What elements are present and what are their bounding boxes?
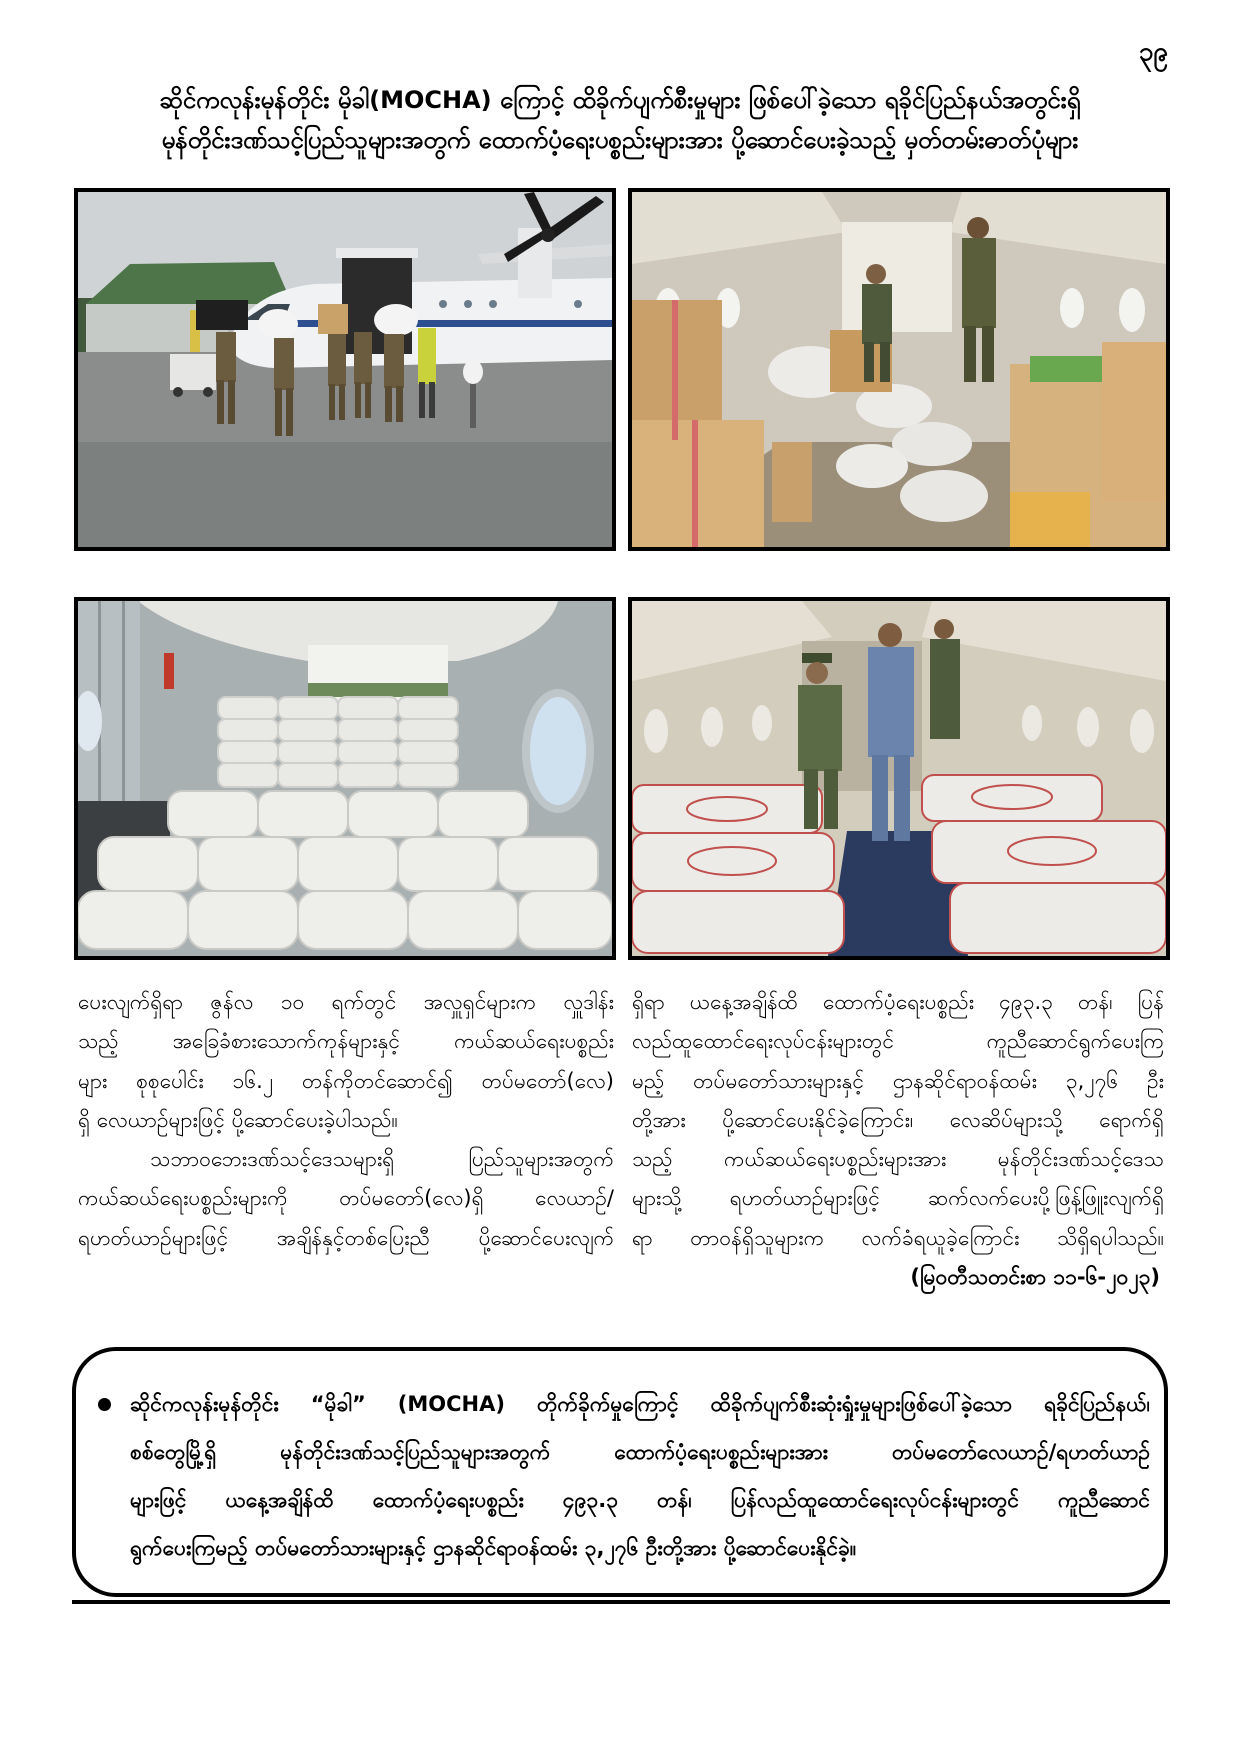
cardboard-box <box>772 442 812 522</box>
body-line: လည်ထူထောင်ရေးလုပ်ငန်းများတွင် ကူညီဆောင်ရွက်ပေးကြ <box>632 1029 1164 1054</box>
photo-scene <box>78 192 612 547</box>
right-window <box>522 689 594 813</box>
box-strap <box>672 300 678 440</box>
page-title-line-1: ဆိုင်ကလုန်းမုန်တိုင်း မိုခါ(MOCHA) ကြောင့် ထိခိုက်ပျက်စီးမှုများ ဖြစ်ပေါ်ခဲ့သော ရခိုင်ပြည်နယ်အတွင်းရှိ <box>159 86 1081 114</box>
body-line: ပေးလျက်ရှိရာ ဇွန်လ ၁၀ ရက်တွင် အလှူရှင်များက လှူဒါန်း <box>78 990 614 1014</box>
body-column-right <box>632 983 1164 1297</box>
photo-cargo-hold-rice-sacks <box>74 597 616 960</box>
photo-aircraft-unloading-tarmac <box>74 188 616 551</box>
box-strap <box>692 420 698 547</box>
bullet-icon <box>98 1398 111 1411</box>
summary-text <box>130 1380 1150 1572</box>
bottom-rule <box>72 1600 1170 1604</box>
body-line: သည့် ကယ်ဆယ်ရေးပစ္စည်းများအား မုန်တိုင်းဒဏ်သင့်ဒေသ <box>632 1147 1164 1172</box>
body-line: ရှိ လေယာဉ်များဖြင့် ပို့ဆောင်ပေးခဲ့ပါသည်။ <box>78 1107 398 1132</box>
body-line: များ စုစုပေါင်း ၁၆.၂ တန်ကိုတင်ဆောင်၍ တပ်မတော်(လေ) <box>78 1068 614 1093</box>
outside-trees <box>308 683 448 697</box>
summary-line: ဆိုင်ကလုန်းမုန်တိုင်း “မိုခါ” (MOCHA) တိုက်ခိုက်မှုကြောင့် ထိခိုက်ပျက်စီးဆုံးရှုံးမှုများဖြစ်ပေါ်ခဲ့သော ရခိုင်ပြည်နယ်၊ <box>130 1392 1150 1416</box>
summary-line: များဖြင့် ယနေ့အချိန်ထိ ထောက်ပံ့ရေးပစ္စည်း ၄၉၃.၃ တန်၊ ပြန်လည်ထူထောင်ရေးလုပ်ငန်းများတွင် ကူညီဆောင် <box>130 1488 1150 1512</box>
body-line: များသို့ ရဟတ်ယာဉ်များဖြင့် ဆက်လက်ပေးပို့ဖြန့်ဖြူးလျက်ရှိ <box>632 1186 1164 1211</box>
door-canopy <box>336 248 418 258</box>
source-citation: (မြဝတီသတင်းစာ ၁၁-၆-၂၀၂၃) <box>910 1265 1160 1290</box>
body-line: ရာ တာဝန်ရှိသူများက လက်ခံရယူခဲ့ကြောင်း သိရှိရပါသည်။ <box>632 1225 1164 1250</box>
summary-box <box>72 1347 1168 1597</box>
body-line: ကယ်ဆယ်ရေးပစ္စည်းများကို တပ်မတော်(လေ)ရှိ လေယာဉ်/ <box>78 1186 614 1211</box>
safety-vest <box>418 328 436 384</box>
fire-extinguisher <box>164 653 174 689</box>
body-line: တို့အား ပို့ဆောင်ပေးနိုင်ခဲ့ကြောင်း၊ လေဆိပ်များသို့ ရောက်ရှိ <box>632 1107 1164 1132</box>
page-title <box>60 80 1180 160</box>
cardboard-boxes-right <box>1010 342 1166 547</box>
cabin-door-opening <box>842 222 952 332</box>
photo-scene <box>632 601 1166 956</box>
summary-line: စစ်တွေမြို့ရှိ မုန်တိုင်းဒဏ်သင့်ပြည်သူများအတွက် ထောက်ပံ့ရေးပစ္စည်းများအား တပ်မတော်လေယာဉ်/ရဟတ်ယာဉ် <box>130 1440 1150 1464</box>
page-title-line-2: မုန်တိုင်းဒဏ်သင့်ပြည်သူများအတွက် ထောက်ပံ့ရေးပစ္စည်းများအား ပို့ဆောင်ပေးခဲ့သည့် မှတ်တမ်းဓာတ်ပုံများ <box>161 126 1079 154</box>
cardboard-box <box>318 304 348 334</box>
propeller-hub <box>541 228 555 242</box>
body-line: သည့် အခြေခံစားသောက်ကုန်များနှင့် ကယ်ဆယ်ရေးပစ္စည်း <box>78 1029 614 1054</box>
photo-cabin-loading-sacks <box>628 597 1170 960</box>
sack <box>258 309 298 339</box>
body-line: သဘာဝဘေးဒဏ်သင့်ဒေသများရှိ ပြည်သူများအတွက် <box>150 1147 614 1172</box>
body-line: မည့် တပ်မတော်သားများနှင့် ဌာနဆိုင်ရာဝန်ထမ်း ၃,၂၇၆ ဦး <box>632 1068 1164 1093</box>
page-number: ၃၉ <box>1138 37 1168 67</box>
summary-line: ရွက်ပေးကြမည့် တပ်မတော်သားများနှင့် ဌာနဆိုင်ရာဝန်ထမ်း ၃,၂၇၆ ဦးတို့အား ပို့ဆောင်ပေးနိုင်ခဲ့။ <box>130 1536 857 1560</box>
cap <box>802 653 832 663</box>
sack <box>374 304 418 336</box>
photo-cabin-cargo-boxes <box>628 188 1170 551</box>
body-line: ရဟတ်ယာဉ်များဖြင့် အချိန်နှင့်တစ်ပြေးညီ ပို့ဆောင်ပေးလျက် <box>78 1225 614 1250</box>
body-column-left <box>78 983 614 1258</box>
photo-scene <box>632 192 1166 547</box>
photo-scene <box>78 601 612 956</box>
body-line: ရှိရာ ယနေ့အချိန်ထိ ထောက်ပံ့ရေးပစ္စည်း ၄၉၃.၃ တန်၊ ပြန် <box>632 990 1164 1014</box>
speaker-box <box>196 300 248 330</box>
